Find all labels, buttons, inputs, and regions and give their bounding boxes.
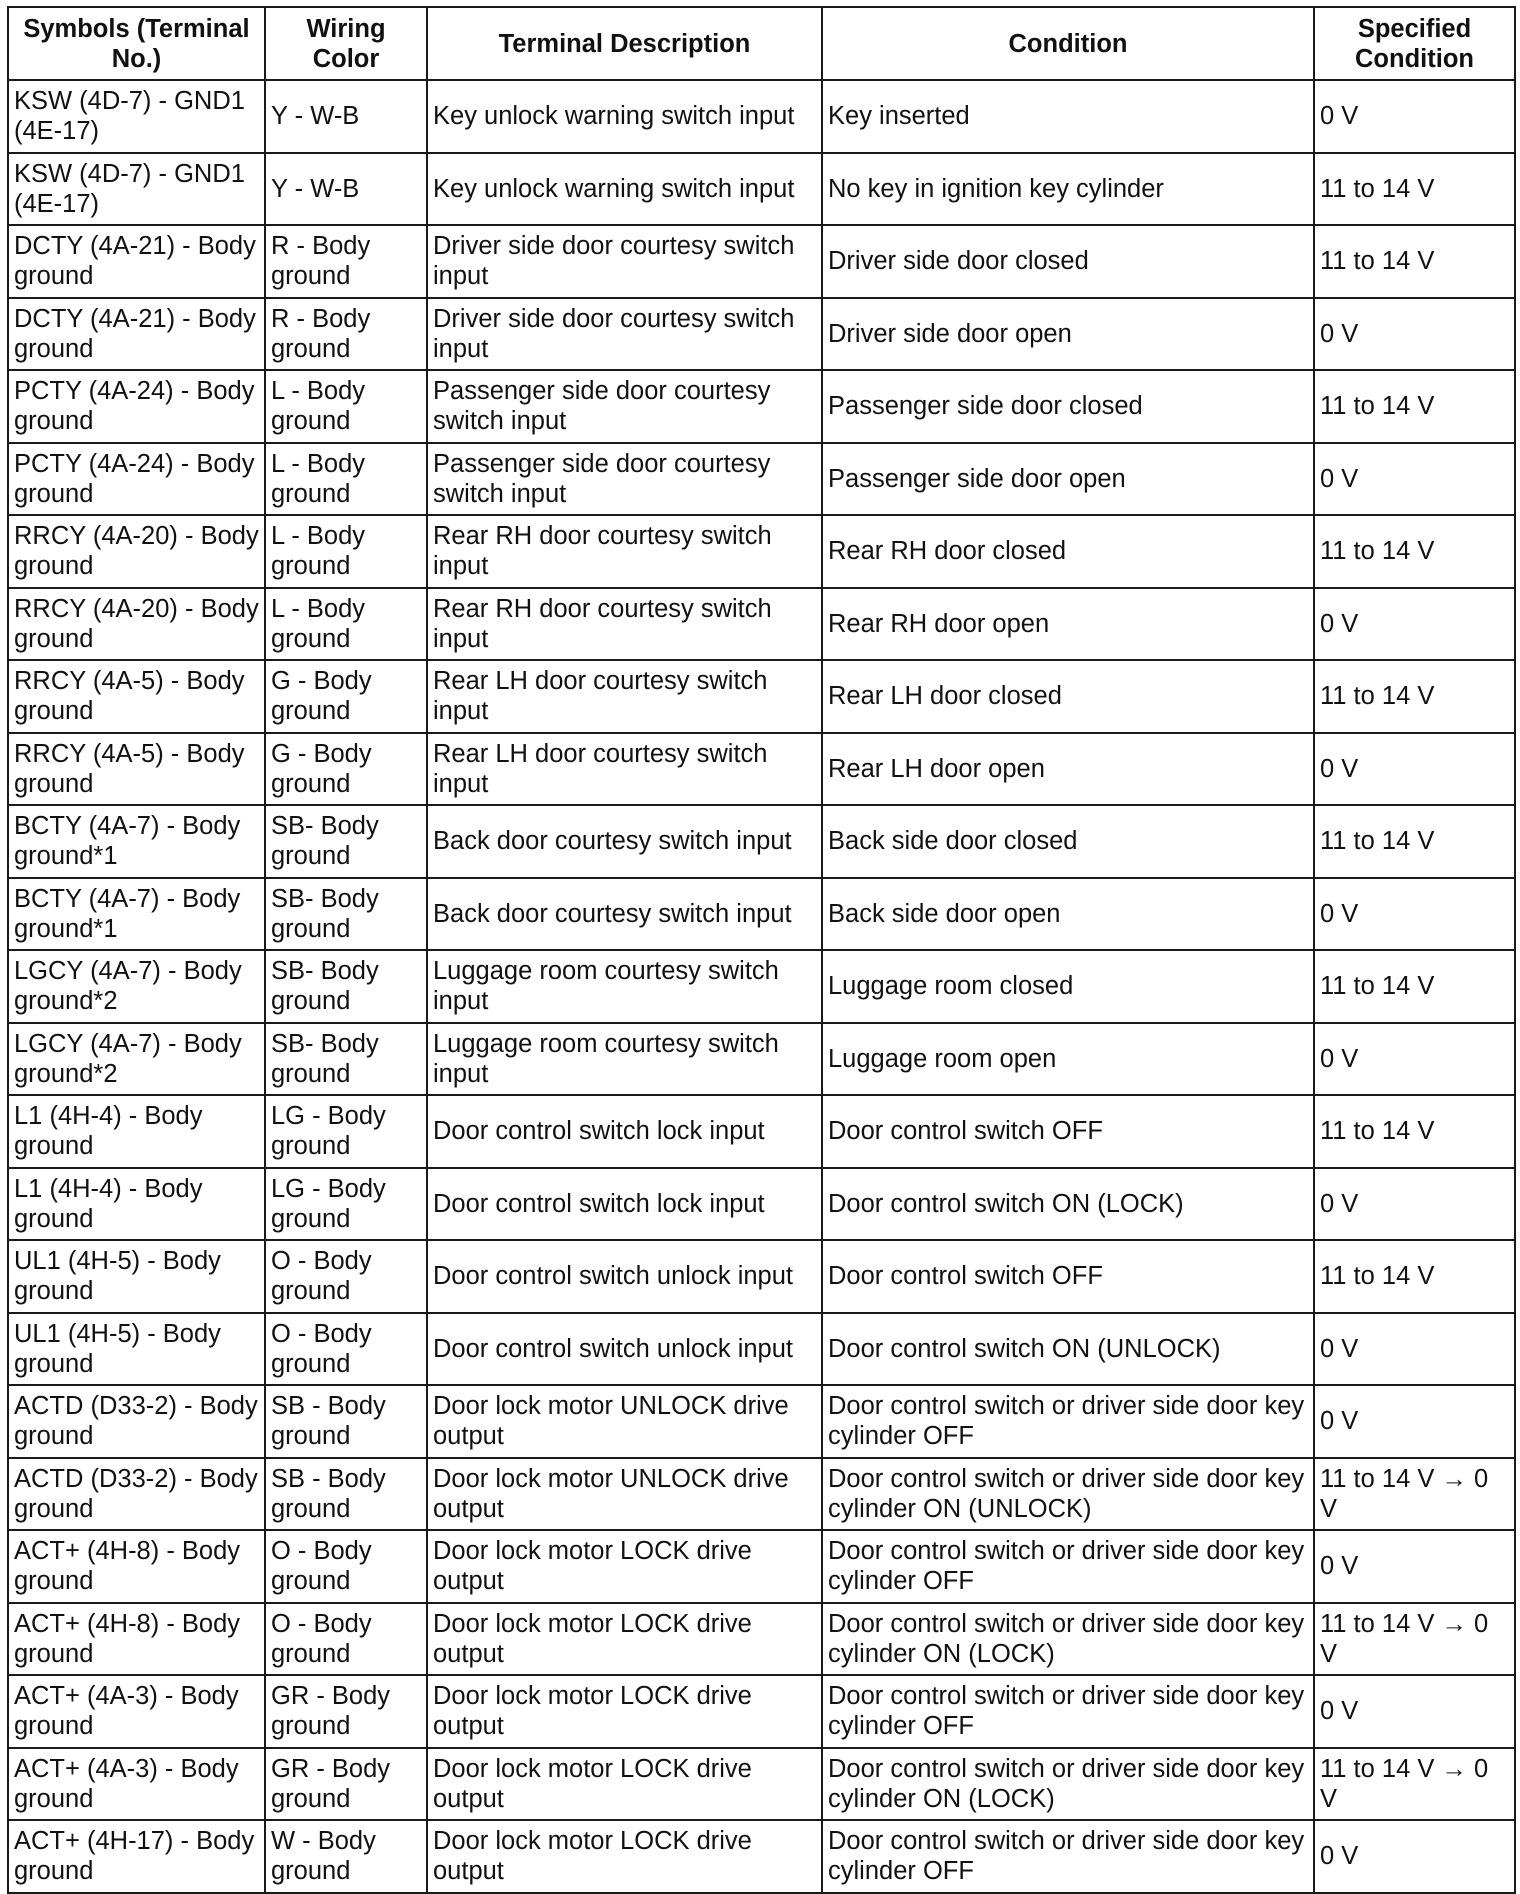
cell-specified-condition: 11 to 14 V	[1314, 1240, 1515, 1313]
cell-terminal-description: Door lock motor UNLOCK drive output	[427, 1458, 822, 1531]
cell-specified-condition: 11 to 14 V	[1314, 660, 1515, 733]
cell-specified-condition: 0 V	[1314, 1530, 1515, 1603]
cell-specified-condition: 11 to 14 V	[1314, 153, 1515, 226]
cell-wiring-color: SB- Body ground	[265, 950, 427, 1023]
cell-wiring-color: L - Body ground	[265, 370, 427, 443]
cell-condition: Rear LH door closed	[822, 660, 1314, 733]
table-row	[8, 443, 1515, 516]
cell-wiring-color: R - Body ground	[265, 298, 427, 371]
cell-specified-condition: 0 V	[1314, 733, 1515, 806]
table-header	[8, 7, 1515, 80]
terminal-specification-table	[7, 6, 1516, 1894]
cell-terminal-description: Driver side door courtesy switch input	[427, 298, 822, 371]
header-terminal-description: Terminal Description	[427, 7, 822, 80]
cell-symbols: L1 (4H-4) - Body ground	[8, 1095, 265, 1168]
cell-condition: Door control switch or driver side door key cylinder OFF	[822, 1675, 1314, 1748]
cell-symbols: BCTY (4A-7) - Body ground*1	[8, 805, 265, 878]
cell-wiring-color: L - Body ground	[265, 515, 427, 588]
cell-symbols: ACT+ (4H-8) - Body ground	[8, 1603, 265, 1676]
cell-terminal-description: Passenger side door courtesy switch input	[427, 443, 822, 516]
cell-condition: Door control switch or driver side door key cylinder ON (LOCK)	[822, 1748, 1314, 1821]
cell-condition: Rear RH door open	[822, 588, 1314, 661]
cell-symbols: UL1 (4H-5) - Body ground	[8, 1313, 265, 1386]
cell-specified-condition: 11 to 14 V → 0 V	[1314, 1748, 1515, 1821]
cell-symbols: LGCY (4A-7) - Body ground*2	[8, 1023, 265, 1096]
cell-terminal-description: Door lock motor LOCK drive output	[427, 1820, 822, 1893]
cell-condition: Back side door closed	[822, 805, 1314, 878]
cell-wiring-color: W - Body ground	[265, 1820, 427, 1893]
cell-symbols: RRCY (4A-20) - Body ground	[8, 515, 265, 588]
cell-terminal-description: Door control switch lock input	[427, 1168, 822, 1241]
cell-specified-condition: 11 to 14 V	[1314, 1095, 1515, 1168]
cell-symbols: RRCY (4A-20) - Body ground	[8, 588, 265, 661]
cell-terminal-description: Driver side door courtesy switch input	[427, 225, 822, 298]
table-row	[8, 660, 1515, 733]
cell-symbols: RRCY (4A-5) - Body ground	[8, 660, 265, 733]
cell-terminal-description: Door control switch lock input	[427, 1095, 822, 1168]
cell-terminal-description: Rear RH door courtesy switch input	[427, 515, 822, 588]
cell-symbols: UL1 (4H-5) - Body ground	[8, 1240, 265, 1313]
table-row	[8, 805, 1515, 878]
cell-condition: Driver side door open	[822, 298, 1314, 371]
table-row	[8, 733, 1515, 806]
cell-condition: Door control switch ON (UNLOCK)	[822, 1313, 1314, 1386]
cell-condition: Passenger side door open	[822, 443, 1314, 516]
table-row	[8, 950, 1515, 1023]
cell-specified-condition: 11 to 14 V	[1314, 225, 1515, 298]
cell-terminal-description: Door lock motor LOCK drive output	[427, 1675, 822, 1748]
cell-condition: Luggage room open	[822, 1023, 1314, 1096]
cell-wiring-color: SB- Body ground	[265, 1023, 427, 1096]
table-row	[8, 298, 1515, 371]
cell-wiring-color: O - Body ground	[265, 1530, 427, 1603]
cell-terminal-description: Door lock motor LOCK drive output	[427, 1748, 822, 1821]
cell-condition: Door control switch OFF	[822, 1240, 1314, 1313]
cell-specified-condition: 0 V	[1314, 588, 1515, 661]
table-row	[8, 225, 1515, 298]
table-row	[8, 1820, 1515, 1893]
cell-symbols: RRCY (4A-5) - Body ground	[8, 733, 265, 806]
table-row	[8, 1095, 1515, 1168]
cell-wiring-color: GR - Body ground	[265, 1675, 427, 1748]
cell-terminal-description: Door lock motor UNLOCK drive output	[427, 1385, 822, 1458]
cell-symbols: DCTY (4A-21) - Body ground	[8, 298, 265, 371]
cell-specified-condition: 0 V	[1314, 443, 1515, 516]
table-row	[8, 1458, 1515, 1531]
table-row	[8, 1385, 1515, 1458]
table-row	[8, 1023, 1515, 1096]
cell-wiring-color: O - Body ground	[265, 1240, 427, 1313]
cell-wiring-color: L - Body ground	[265, 588, 427, 661]
cell-wiring-color: SB- Body ground	[265, 878, 427, 951]
cell-specified-condition: 0 V	[1314, 1385, 1515, 1458]
cell-wiring-color: LG - Body ground	[265, 1095, 427, 1168]
header-wiring-color: Wiring Color	[265, 7, 427, 80]
cell-wiring-color: SB - Body ground	[265, 1385, 427, 1458]
cell-symbols: ACT+ (4H-8) - Body ground	[8, 1530, 265, 1603]
cell-symbols: PCTY (4A-24) - Body ground	[8, 443, 265, 516]
cell-condition: Door control switch or driver side door key cylinder OFF	[822, 1530, 1314, 1603]
cell-wiring-color: Y - W-B	[265, 80, 427, 153]
cell-symbols: KSW (4D-7) - GND1 (4E-17)	[8, 153, 265, 226]
cell-specified-condition: 11 to 14 V	[1314, 515, 1515, 588]
cell-specified-condition: 0 V	[1314, 1820, 1515, 1893]
cell-condition: Door control switch or driver side door key cylinder OFF	[822, 1385, 1314, 1458]
cell-symbols: ACT+ (4H-17) - Body ground	[8, 1820, 265, 1893]
cell-wiring-color: L - Body ground	[265, 443, 427, 516]
table-row	[8, 1675, 1515, 1748]
table-row	[8, 80, 1515, 153]
cell-terminal-description: Passenger side door courtesy switch input	[427, 370, 822, 443]
table-row	[8, 370, 1515, 443]
cell-specified-condition: 11 to 14 V → 0 V	[1314, 1603, 1515, 1676]
cell-symbols: ACTD (D33-2) - Body ground	[8, 1385, 265, 1458]
cell-terminal-description: Rear RH door courtesy switch input	[427, 588, 822, 661]
cell-terminal-description: Back door courtesy switch input	[427, 805, 822, 878]
cell-condition: Luggage room closed	[822, 950, 1314, 1023]
table-row	[8, 878, 1515, 951]
cell-specified-condition: 0 V	[1314, 878, 1515, 951]
cell-specified-condition: 0 V	[1314, 1023, 1515, 1096]
cell-terminal-description: Rear LH door courtesy switch input	[427, 733, 822, 806]
terminal-table-container	[7, 6, 1516, 1894]
cell-terminal-description: Door control switch unlock input	[427, 1240, 822, 1313]
cell-condition: Door control switch OFF	[822, 1095, 1314, 1168]
cell-terminal-description: Luggage room courtesy switch input	[427, 950, 822, 1023]
cell-specified-condition: 11 to 14 V	[1314, 370, 1515, 443]
cell-symbols: ACTD (D33-2) - Body ground	[8, 1458, 265, 1531]
cell-condition: Back side door open	[822, 878, 1314, 951]
cell-terminal-description: Door lock motor LOCK drive output	[427, 1603, 822, 1676]
cell-condition: No key in ignition key cylinder	[822, 153, 1314, 226]
cell-wiring-color: Y - W-B	[265, 153, 427, 226]
cell-wiring-color: G - Body ground	[265, 660, 427, 733]
cell-symbols: DCTY (4A-21) - Body ground	[8, 225, 265, 298]
cell-symbols: ACT+ (4A-3) - Body ground	[8, 1748, 265, 1821]
cell-terminal-description: Key unlock warning switch input	[427, 80, 822, 153]
table-row	[8, 153, 1515, 226]
table-row	[8, 1748, 1515, 1821]
cell-symbols: BCTY (4A-7) - Body ground*1	[8, 878, 265, 951]
cell-terminal-description: Rear LH door courtesy switch input	[427, 660, 822, 733]
cell-condition: Rear RH door closed	[822, 515, 1314, 588]
cell-specified-condition: 0 V	[1314, 1313, 1515, 1386]
header-row	[8, 7, 1515, 80]
cell-wiring-color: O - Body ground	[265, 1603, 427, 1676]
cell-specified-condition: 11 to 14 V	[1314, 805, 1515, 878]
cell-wiring-color: O - Body ground	[265, 1313, 427, 1386]
cell-condition: Door control switch or driver side door key cylinder OFF	[822, 1820, 1314, 1893]
cell-wiring-color: SB- Body ground	[265, 805, 427, 878]
cell-condition: Rear LH door open	[822, 733, 1314, 806]
cell-symbols: ACT+ (4A-3) - Body ground	[8, 1675, 265, 1748]
header-specified-condition: Specified Condition	[1314, 7, 1515, 80]
header-symbols: Symbols (Terminal No.)	[8, 7, 265, 80]
cell-wiring-color: GR - Body ground	[265, 1748, 427, 1821]
cell-terminal-description: Door lock motor LOCK drive output	[427, 1530, 822, 1603]
cell-condition: Passenger side door closed	[822, 370, 1314, 443]
cell-condition: Door control switch ON (LOCK)	[822, 1168, 1314, 1241]
table-row	[8, 1603, 1515, 1676]
table-row	[8, 1240, 1515, 1313]
cell-terminal-description: Luggage room courtesy switch input	[427, 1023, 822, 1096]
cell-condition: Key inserted	[822, 80, 1314, 153]
table-row	[8, 515, 1515, 588]
header-condition: Condition	[822, 7, 1314, 80]
cell-wiring-color: LG - Body ground	[265, 1168, 427, 1241]
cell-terminal-description: Back door courtesy switch input	[427, 878, 822, 951]
cell-symbols: PCTY (4A-24) - Body ground	[8, 370, 265, 443]
cell-wiring-color: G - Body ground	[265, 733, 427, 806]
cell-specified-condition: 11 to 14 V → 0 V	[1314, 1458, 1515, 1531]
cell-wiring-color: R - Body ground	[265, 225, 427, 298]
table-row	[8, 1313, 1515, 1386]
cell-terminal-description: Key unlock warning switch input	[427, 153, 822, 226]
cell-specified-condition: 0 V	[1314, 298, 1515, 371]
cell-condition: Door control switch or driver side door key cylinder ON (LOCK)	[822, 1603, 1314, 1676]
cell-specified-condition: 0 V	[1314, 1168, 1515, 1241]
cell-specified-condition: 0 V	[1314, 1675, 1515, 1748]
cell-symbols: LGCY (4A-7) - Body ground*2	[8, 950, 265, 1023]
cell-symbols: L1 (4H-4) - Body ground	[8, 1168, 265, 1241]
cell-condition: Door control switch or driver side door key cylinder ON (UNLOCK)	[822, 1458, 1314, 1531]
cell-specified-condition: 0 V	[1314, 80, 1515, 153]
cell-wiring-color: SB - Body ground	[265, 1458, 427, 1531]
cell-specified-condition: 11 to 14 V	[1314, 950, 1515, 1023]
table-row	[8, 1168, 1515, 1241]
cell-condition: Driver side door closed	[822, 225, 1314, 298]
cell-symbols: KSW (4D-7) - GND1 (4E-17)	[8, 80, 265, 153]
table-row	[8, 1530, 1515, 1603]
table-body	[8, 80, 1515, 1893]
cell-terminal-description: Door control switch unlock input	[427, 1313, 822, 1386]
table-row	[8, 588, 1515, 661]
